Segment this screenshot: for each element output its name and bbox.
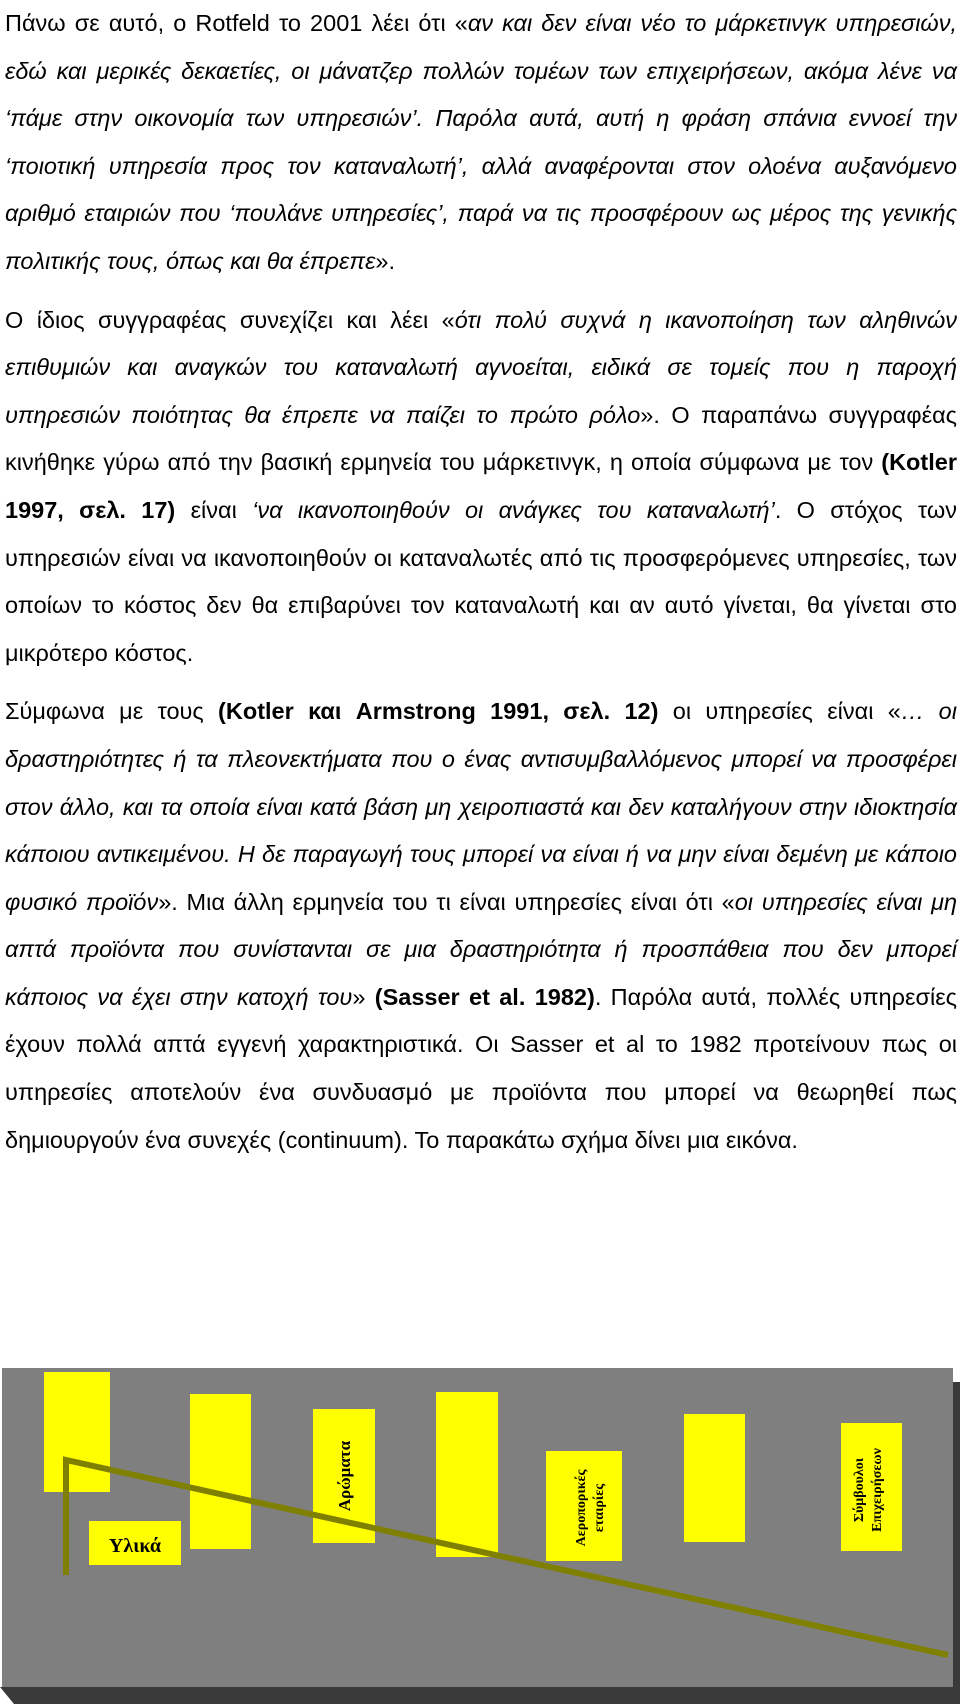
bar-4 [436,1392,498,1557]
paragraph-1 [5,0,957,286]
text-run: Σύμφωνα με τους [5,698,219,725]
airlines-label-line2: εταιρίες [592,1483,607,1533]
airlines-label-line1: Αεροπορικές [574,1469,589,1547]
paragraph-2 [5,297,957,678]
consultants-label-line1: Σύμβουλοι [852,1457,867,1523]
text-run: (Sasser et al. 1982) [374,983,595,1010]
bar-2 [190,1394,251,1549]
text-run: (Kotler 1997, σελ. 17) [5,449,957,523]
perfumes-label: Αρώματα [335,1440,354,1512]
text-run: ‘να ικανοποιηθούν οι ανάγκες του καταναλωτή’ [252,496,775,523]
paragraph-3 [5,688,957,1164]
text-run: (Kotler και Armstrong 1991, σελ. 12) [218,698,659,725]
consultants-label-line2: Επιχειρήσεων [870,1448,885,1532]
text-run: ότι πολύ συχνά η ικανοποίηση των αληθινών επιθυμιών και αναγκών του καταναλωτή αγνοείται, ειδικά σε τομείς που η παροχή υπηρεσιών ποιότητας θα έπρεπε να παίζει το πρώτο ρόλο [5,306,957,428]
text-run: είναι [175,496,253,523]
panel-shadow-bottom [0,1687,960,1704]
document-body [5,0,957,1175]
text-run: ». [375,247,396,274]
text-run: » [352,983,375,1010]
text-run: … οι δραστηριότητες ή τα πλεονεκτήματα που ο ένας αντισυμβαλλόμενος μπορεί να προσφέρει στον άλλο, και τα οποία είναι κατά βάση μη χειροπιαστά και δεν καταλήγουν στην ιδιοκτησία κάποιου αντικειμένου. Η δε παραγωγή τους μπορεί να είναι ή να μην είναι δεμένη με κάποιο φυσικό προϊόν [5,698,957,915]
goods-label: Υλικά [108,1535,162,1557]
text-run: . Ο στόχος των υπηρεσιών είναι να ικανοποιηθούν οι καταναλωτές από τις προσφερόμενες υπηρεσίες, των οποίων το κόστος δεν θα επιβαρύνει τον καταναλωτή και αν αυτό γίνεται, θα γίνεται στο μικρότερο κόστος. [5,496,957,666]
text-run: Ο ίδιος συγγραφέας συνεχίζει και λέει « [5,306,455,333]
bar-6 [684,1414,745,1542]
text-run: ». Μια άλλη ερμηνεία του τι είναι υπηρεσίες είναι ότι « [158,888,735,915]
goods-tall-bar [44,1372,110,1492]
text-run: οι υπηρεσίες είναι « [658,698,901,725]
goods-services-continuum-figure [0,1365,960,1704]
text-run: αν και δεν είναι νέο το μάρκετινγκ υπηρεσιών, εδώ και μερικές δεκαετίες, οι μάνατζερ πολλών τομέων των επιχειρήσεων, ακόμα λένε να ‘πάμε στην οικονομία των υπηρεσιών’. [5,10,957,132]
text-run: οι υπηρεσίες είναι μη απτά προϊόντα που συνίστανται σε μια δραστηριότητα ή προσπάθεια που δεν μπορεί κάποιος να έχει στην κατοχή του [5,888,957,1010]
text-run: . Παρόλα αυτά, πολλές υπηρεσίες έχουν πολλά απτά εγγενή χαρακτηριστικά. Οι Sasser et al το 1982 προτείνουν πως οι υπηρεσίες αποτελούν ένα συνδυασμό με προϊόντα που μπορεί να θεωρηθεί πως δημιουργούν ένα συνεχές (continuum). Το παρακάτω σχήμα δίνει μια εικόνα. [5,983,957,1153]
text-run: Παρόλα αυτά, αυτή η φράση σπάνια εννοεί την ‘ποιοτική υπηρεσία προς τον καταναλωτή’, αλλά αναφέρονται στον ολοένα αυξανόμενο αριθμό εταιριών που ‘πουλάνε υπηρεσίες’, παρά να τις προσφέρουν ως μέρος της γενικής πολιτικής τους, όπως και θα έπρεπε [5,105,958,274]
text-run: Πάνω σε αυτό, ο Rotfeld το 2001 λέει ότι « [5,10,468,36]
text-run: ». Ο παραπάνω συγγραφέας κινήθηκε γύρω από την βασική ερμηνεία του μάρκετινγκ, η οποία σύμφωνα με τον [5,401,957,476]
